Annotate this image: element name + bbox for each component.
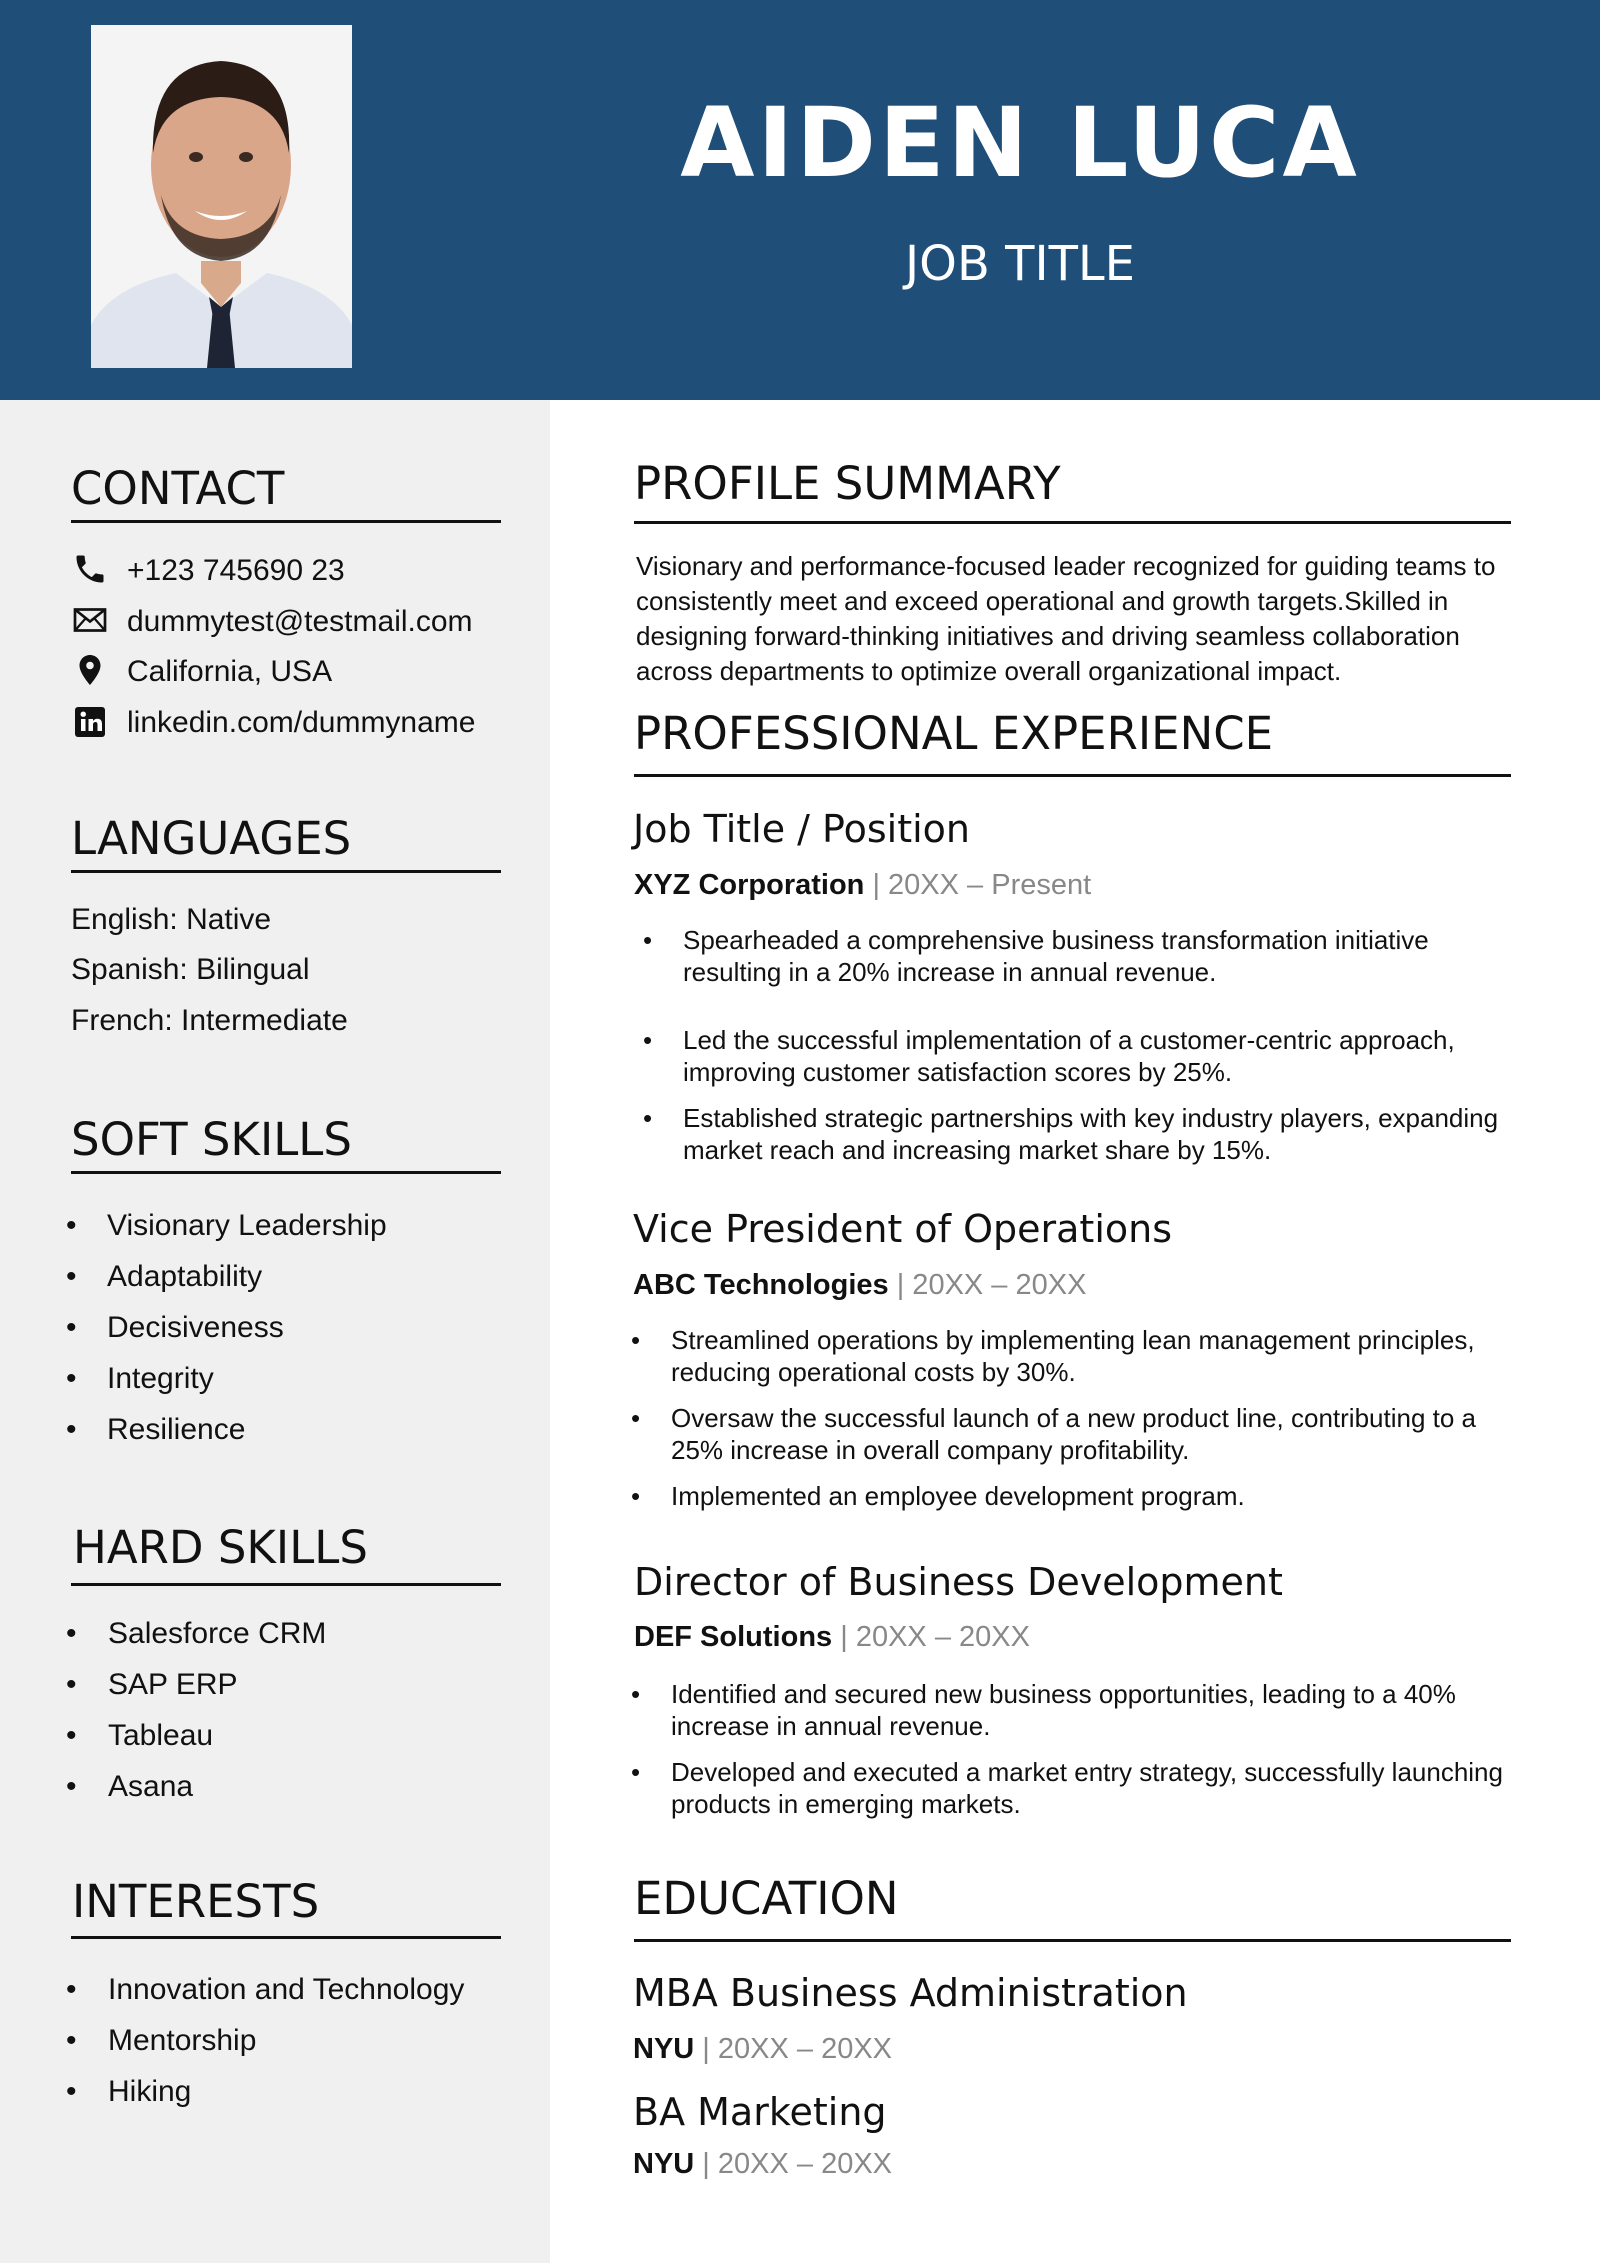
candidate-name: AIDEN LUCA (680, 87, 1360, 199)
contact-location: California, USA (127, 655, 333, 688)
job-title: Job Title / Position (633, 807, 971, 851)
contact-phone: +123 745690 23 (127, 554, 345, 587)
profile-summary-divider (634, 521, 1511, 524)
experience-divider (634, 774, 1511, 777)
job-company-line (634, 1623, 1030, 1652)
job-company: ABC Technologies (633, 1269, 889, 1301)
job-company: DEF Solutions (634, 1621, 833, 1653)
education-heading: EDUCATION (634, 1872, 899, 1925)
job-bullet: • Streamlined operations by implementing lean management principles, reducing operational costs by 30%. (671, 1324, 1516, 1388)
job-bullet: • Led the successful implementation of a customer-centric approach, improving customer satisfaction scores by 25%. (683, 1024, 1513, 1088)
language-item: French: Intermediate (71, 1004, 348, 1037)
contact-linkedin: linkedin.com/dummyname (127, 706, 476, 739)
profile-photo (91, 25, 352, 368)
hard-skill-item: Salesforce CRM (108, 1617, 327, 1650)
interests-heading: INTERESTS (72, 1875, 320, 1928)
job-company-line (633, 1271, 1086, 1300)
job-dates: | 20XX – 20XX (840, 1621, 1030, 1653)
contact-heading: CONTACT (71, 462, 285, 515)
education-dates: | 20XX – 20XX (702, 2148, 893, 2180)
bullet-icon: • (66, 1311, 77, 1344)
education-school: NYU (633, 2033, 695, 2065)
education-degree: BA Marketing (633, 2090, 887, 2134)
bullet-icon: • (66, 1209, 77, 1242)
phone-icon (72, 551, 108, 587)
job-bullet: • Spearheaded a comprehensive business transformation initiative resulting in a 20% increase in annual revenue. (683, 924, 1513, 988)
bullet-icon: • (66, 1973, 77, 2006)
job-title: Vice President of Operations (633, 1207, 1173, 1251)
job-company-line (634, 871, 1091, 900)
soft-skill-item: Visionary Leadership (107, 1209, 387, 1242)
education-school-line (633, 2035, 892, 2064)
soft-skill-item: Decisiveness (107, 1311, 284, 1344)
interests-divider (71, 1936, 501, 1939)
job-bullet: • Developed and executed a market entry strategy, successfully launching products in emerging markets. (671, 1756, 1516, 1820)
education-degree: MBA Business Administration (633, 1971, 1188, 2015)
mail-icon (72, 602, 108, 638)
profile-summary-heading: PROFILE SUMMARY (634, 457, 1061, 510)
soft-skill-item: Adaptability (107, 1260, 263, 1293)
soft-skill-item: Resilience (107, 1413, 246, 1446)
bullet-icon: • (66, 1770, 77, 1803)
bullet-icon: • (66, 2075, 77, 2108)
bullet-icon: • (66, 1260, 77, 1293)
experience-heading: PROFESSIONAL EXPERIENCE (634, 707, 1274, 760)
bullet-icon: • (66, 1362, 77, 1395)
education-school: NYU (633, 2148, 695, 2180)
bullet-icon: • (66, 1668, 77, 1701)
hard-skill-item: Asana (108, 1770, 194, 1803)
job-dates: | 20XX – Present (872, 869, 1092, 901)
bullet-icon: • (66, 1413, 77, 1446)
location-pin-icon (72, 652, 108, 688)
job-company: XYZ Corporation (634, 869, 865, 901)
soft-skills-heading: SOFT SKILLS (71, 1113, 352, 1166)
education-divider (634, 1939, 1511, 1942)
soft-skill-item: Integrity (107, 1362, 214, 1395)
soft-skills-divider (71, 1171, 501, 1174)
language-item: English: Native (71, 903, 272, 936)
contact-email: dummytest@testmail.com (127, 605, 473, 638)
hard-skill-item: SAP ERP (108, 1668, 238, 1701)
contact-divider (71, 520, 501, 523)
bullet-icon: • (66, 2024, 77, 2057)
job-bullet: • Identified and secured new business opportunities, leading to a 40% increase in annual revenue. (671, 1678, 1516, 1742)
bullet-icon: • (66, 1617, 77, 1650)
job-bullet: • Implemented an employee development program. (671, 1480, 1516, 1512)
language-item: Spanish: Bilingual (71, 953, 310, 986)
hard-skills-heading: HARD SKILLS (73, 1521, 368, 1574)
hard-skills-divider (71, 1583, 501, 1586)
bullet-icon: • (66, 1719, 77, 1752)
interest-item: Innovation and Technology (108, 1973, 465, 2006)
profile-summary-text: Visionary and performance-focused leader recognized for guiding teams to consistently meet and exceed operational and growth targets.Skilled in designing forward-thinking initiatives and driving seamless collaboration across departments to optimize overall organizational impact. (636, 551, 1496, 686)
interest-item: Hiking (108, 2075, 192, 2108)
candidate-job-title: JOB TITLE (905, 236, 1135, 292)
interest-item: Mentorship (108, 2024, 257, 2057)
languages-divider (71, 870, 501, 873)
job-title: Director of Business Development (634, 1560, 1283, 1604)
linkedin-icon (72, 704, 108, 740)
hard-skill-item: Tableau (108, 1719, 214, 1752)
education-dates: | 20XX – 20XX (702, 2033, 893, 2065)
job-bullet: • Established strategic partnerships with key industry players, expanding market reach and increasing market share by 15%. (683, 1102, 1528, 1166)
education-school-line (633, 2150, 892, 2179)
languages-heading: LANGUAGES (71, 812, 352, 865)
job-dates: | 20XX – 20XX (896, 1269, 1087, 1301)
job-bullet: • Oversaw the successful launch of a new product line, contributing to a 25% increase in overall company profitability. (671, 1402, 1516, 1466)
